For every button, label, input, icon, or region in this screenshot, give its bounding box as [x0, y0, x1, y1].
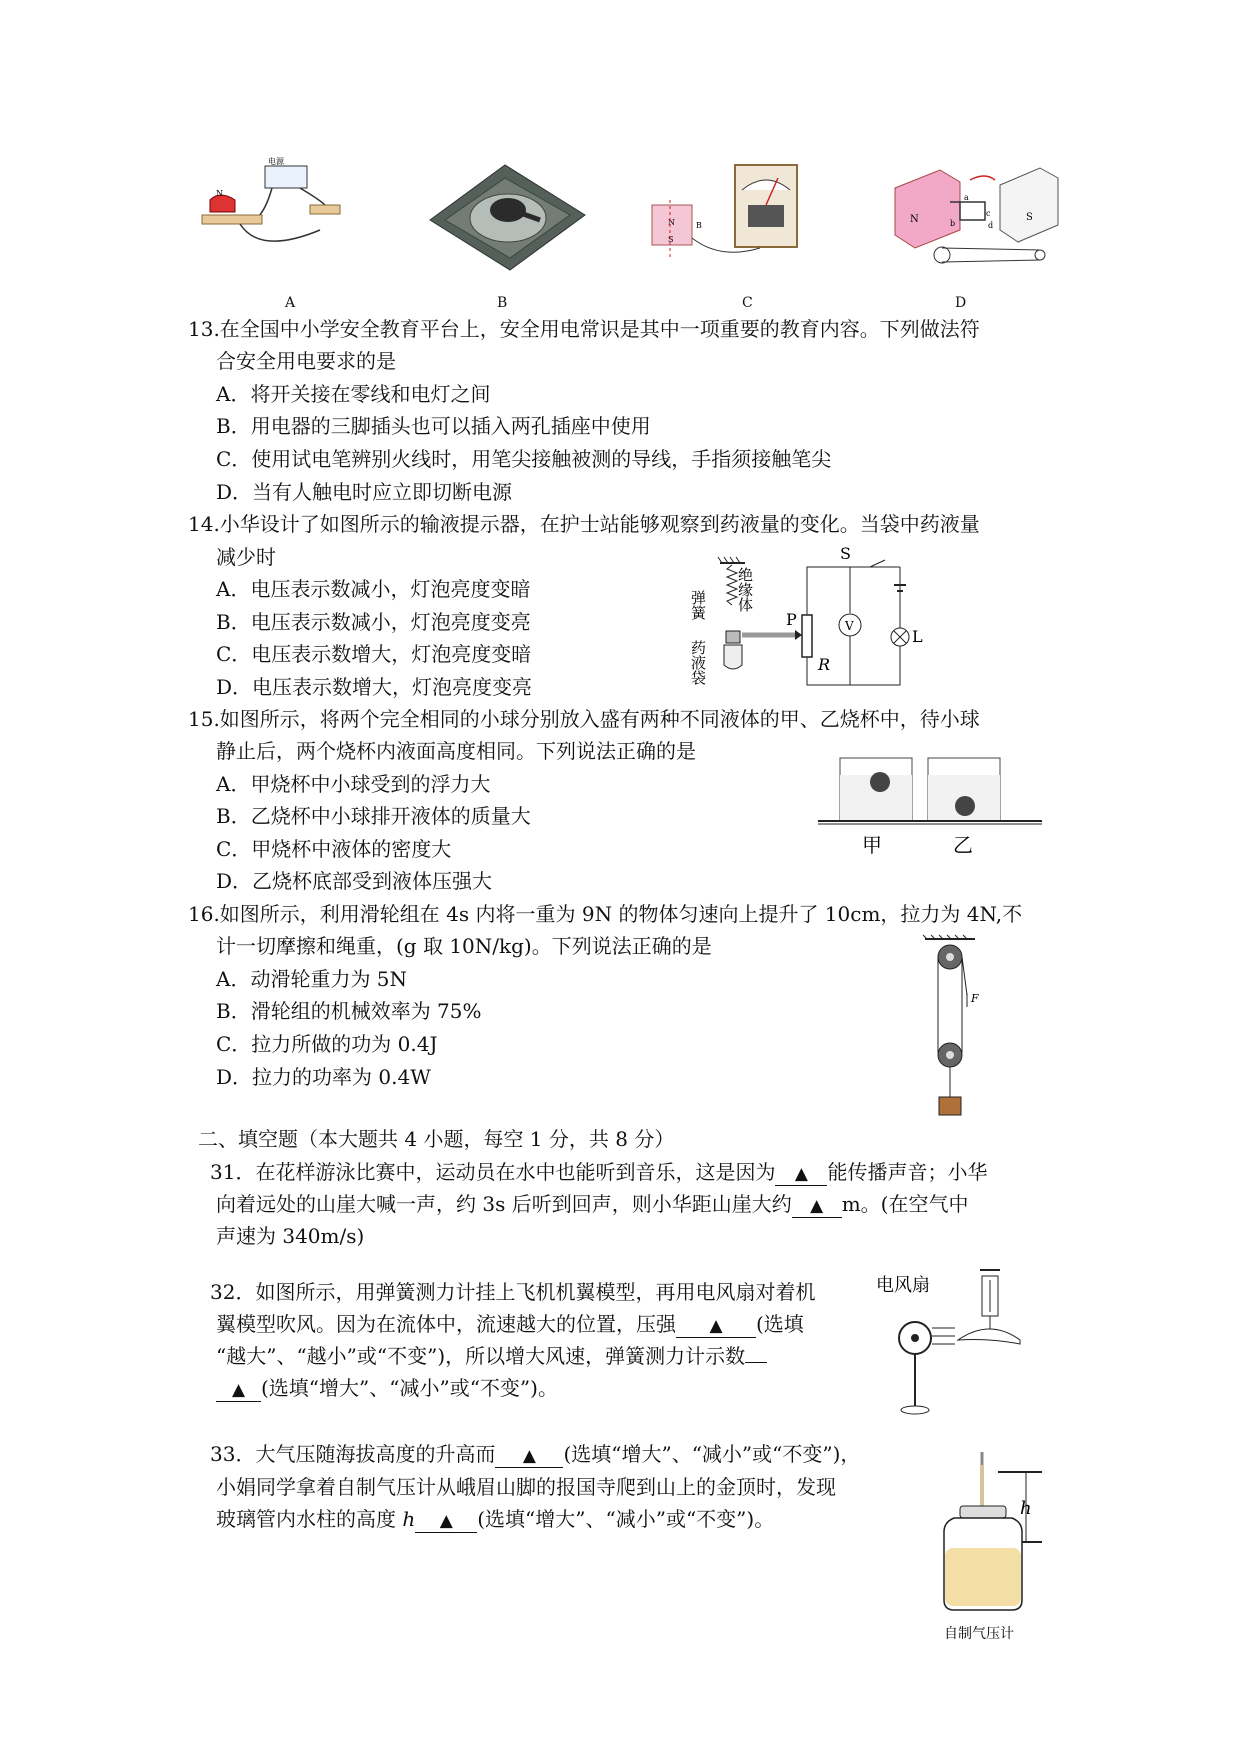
figure-33-barometer — [940, 1450, 1060, 1645]
beaker-yi-label: 乙 — [953, 833, 973, 857]
a-pole-label: N — [216, 189, 223, 198]
q14-stem-line2: 减少时 — [216, 545, 276, 569]
q32-line4-suffix: (选填“增大”、“减小”或“不变”)。 — [261, 1376, 558, 1400]
q31-line1-suffix: 能传播声音；小华 — [827, 1160, 988, 1184]
beakers-illustration — [810, 740, 1050, 860]
barometer-caption: 自制气压计 — [944, 1626, 1014, 1642]
q31-line2 — [216, 1190, 968, 1218]
d-pole-n: N — [910, 214, 919, 225]
q33-line3-prefix: 玻璃管内水柱的高度 — [216, 1507, 403, 1531]
q32-line2 — [216, 1310, 804, 1338]
q32-line3 — [216, 1342, 767, 1370]
insulator-label: 绝缘体 — [736, 567, 754, 612]
circuit-a-illustration — [200, 157, 340, 270]
spring-label: 弹簧 — [689, 590, 707, 620]
resistor-r-label: R — [818, 655, 831, 674]
q14-option-b: B．电压表示数减小，灯泡亮度变亮 — [216, 610, 531, 634]
switch-s-label: S — [840, 544, 851, 563]
q32-line1: 32．如图所示，用弹簧测力计挂上飞机机翼模型，再用电风扇对着机 — [210, 1280, 816, 1304]
q14-option-a: A．电压表示数减小，灯泡亮度变暗 — [216, 577, 531, 601]
q16-option-c: C．拉力所做的功为 0.4J — [216, 1032, 438, 1056]
q32-line2-prefix: 翼模型吹风。因为在流体中，流速越大的位置，压强 — [216, 1312, 676, 1336]
fan-label: 电风扇 — [876, 1275, 930, 1296]
q13-option-b: B．用电器的三脚插头也可以插入两孔插座中使用 — [216, 414, 651, 438]
q16-option-a: A．动滑轮重力为 5N — [216, 967, 408, 991]
q33-blank-2[interactable]: ▲ — [415, 1510, 477, 1533]
d-d-label: d — [988, 221, 994, 230]
section-2-heading: 二、填空题（本大题共 4 小题，每空 1 分，共 8 分） — [198, 1127, 675, 1151]
pulley-system-illustration — [905, 935, 995, 1120]
beaker-jia-label: 甲 — [862, 833, 882, 857]
c-pole-s: S — [668, 235, 674, 244]
q15-stem-line2: 静止后，两个烧杯内液面高度相同。下列说法正确的是 — [216, 739, 696, 763]
compass-b-illustration — [420, 160, 590, 275]
wing-fan-illustration — [870, 1268, 1030, 1418]
q32-blank-2[interactable]: ▲ — [216, 1379, 261, 1402]
galvanometer-c-illustration — [650, 160, 800, 280]
q16-stem-line2: 计一切摩擦和绳重，(g 取 10N/kg)。下列说法正确的是 — [216, 934, 712, 958]
figure-12-d — [890, 160, 1060, 275]
figure-14-circuit — [689, 544, 923, 695]
d-b-label: b — [950, 219, 956, 228]
figure-32-wing — [870, 1268, 1030, 1418]
q14-option-d: D．电压表示数增大，灯泡亮度变亮 — [216, 675, 533, 699]
q32-blank-1[interactable]: ▲ — [676, 1315, 756, 1338]
q15-option-a: A．甲烧杯中小球受到的浮力大 — [216, 772, 491, 796]
q14-option-c: C．电压表示数增大，灯泡亮度变暗 — [216, 642, 532, 666]
q16-stem-line1: 16.如图所示，利用滑轮组在 4s 内将一重为 9N 的物体匀速向上提升了 10cm，拉力为 4N,不 — [188, 902, 1023, 926]
q33-blank-1[interactable]: ▲ — [495, 1445, 563, 1468]
figure-12-label-b: B — [497, 295, 508, 311]
q13-option-c: C．使用试电笔辨别火线时，用笔尖接触被测的导线，手指须接触笔尖 — [216, 447, 832, 471]
q31-blank-2[interactable]: ▲ — [792, 1195, 842, 1218]
q14-stem-line1: 14.小华设计了如图所示的输液提示器，在护士站能够观察到药液量的变化。当袋中药液量 — [188, 512, 980, 536]
d-pole-s: S — [1026, 212, 1033, 223]
figure-12-label-c: C — [742, 295, 753, 311]
q33-line1-suffix: (选填“增大”、“减小”或“不变”)， — [563, 1442, 861, 1466]
figure-12-c — [650, 160, 800, 280]
q31-blank-1[interactable]: ▲ — [775, 1163, 827, 1186]
q32-blank-2-start — [745, 1362, 767, 1363]
c-b-label: B — [696, 221, 702, 230]
q33-line3 — [216, 1505, 774, 1533]
force-f-label: F — [971, 992, 979, 1005]
figure-12-a — [200, 157, 340, 270]
voltmeter-v-label: V — [845, 619, 854, 633]
q31-line1 — [210, 1158, 987, 1186]
figure-12-label-d: D — [955, 295, 967, 311]
lamp-l-label: L — [912, 627, 923, 646]
figure-12-b — [420, 160, 590, 275]
generator-d-illustration — [890, 160, 1060, 275]
q33-line3-suffix: (选填“增大”、“减小”或“不变”)。 — [477, 1507, 775, 1531]
homemade-barometer-illustration — [940, 1450, 1060, 1645]
slider-p-label: P — [786, 610, 797, 629]
height-h-label: h — [1020, 1498, 1032, 1519]
d-c-label: c — [986, 209, 991, 218]
q33-line3-h: h — [402, 1507, 416, 1531]
q16-option-d: D．拉力的功率为 0.4W — [216, 1065, 431, 1089]
q32-line4 — [216, 1374, 558, 1402]
q15-option-b: B．乙烧杯中小球排开液体的质量大 — [216, 804, 531, 828]
q31-line1-prefix: 31．在花样游泳比赛中，运动员在水中也能听到音乐，这是因为 — [210, 1160, 776, 1184]
q13-option-a: A．将开关接在零线和电灯之间 — [216, 382, 491, 406]
q13-option-d: D．当有人触电时应立即切断电源 — [216, 480, 513, 504]
q32-line2-suffix: (选填 — [756, 1312, 804, 1336]
figure-12-label-a: A — [285, 295, 296, 311]
q16-option-b: B．滑轮组的机械效率为 75% — [216, 999, 482, 1023]
q31-line2-prefix: 向着远处的山崖大喊一声，约 3s 后听到回声，则小华距山崖大约 — [216, 1192, 792, 1216]
q32-line3-text: “越大”、“越小”或“不变”)，所以增大风速，弹簧测力计示数 — [216, 1344, 746, 1368]
q33-line1-prefix: 33．大气压随海拔高度的升高而 — [210, 1442, 496, 1466]
figure-16-pulley — [905, 935, 995, 1120]
q15-option-c: C．甲烧杯中液体的密度大 — [216, 837, 452, 861]
c-pole-n: N — [668, 218, 675, 227]
infusion-alarm-circuit — [689, 544, 923, 695]
q13-stem-line2: 合安全用电要求的是 — [216, 349, 396, 373]
q13-stem-line1: 13.在全国中小学安全教育平台上，安全用电常识是其中一项重要的教育内容。下列做法符 — [188, 317, 980, 341]
q31-line2-suffix: m。(在空气中 — [841, 1192, 969, 1216]
d-a-label: a — [964, 193, 969, 202]
q15-stem-line1: 15.如图所示，将两个完全相同的小球分别放入盛有两种不同液体的甲、乙烧杯中，待小球 — [188, 707, 980, 731]
a-source-label: 电源 — [268, 157, 284, 166]
q15-option-d: D．乙烧杯底部受到液体压强大 — [216, 869, 493, 893]
q31-line3: 声速为 340m/s) — [216, 1224, 365, 1248]
q33-line1 — [210, 1440, 860, 1468]
figure-15-beakers — [810, 740, 1050, 860]
bag-label: 药液袋 — [689, 640, 707, 685]
q33-line2: 小娟同学拿着自制气压计从峨眉山脚的报国寺爬到山上的金顶时，发现 — [216, 1475, 836, 1499]
